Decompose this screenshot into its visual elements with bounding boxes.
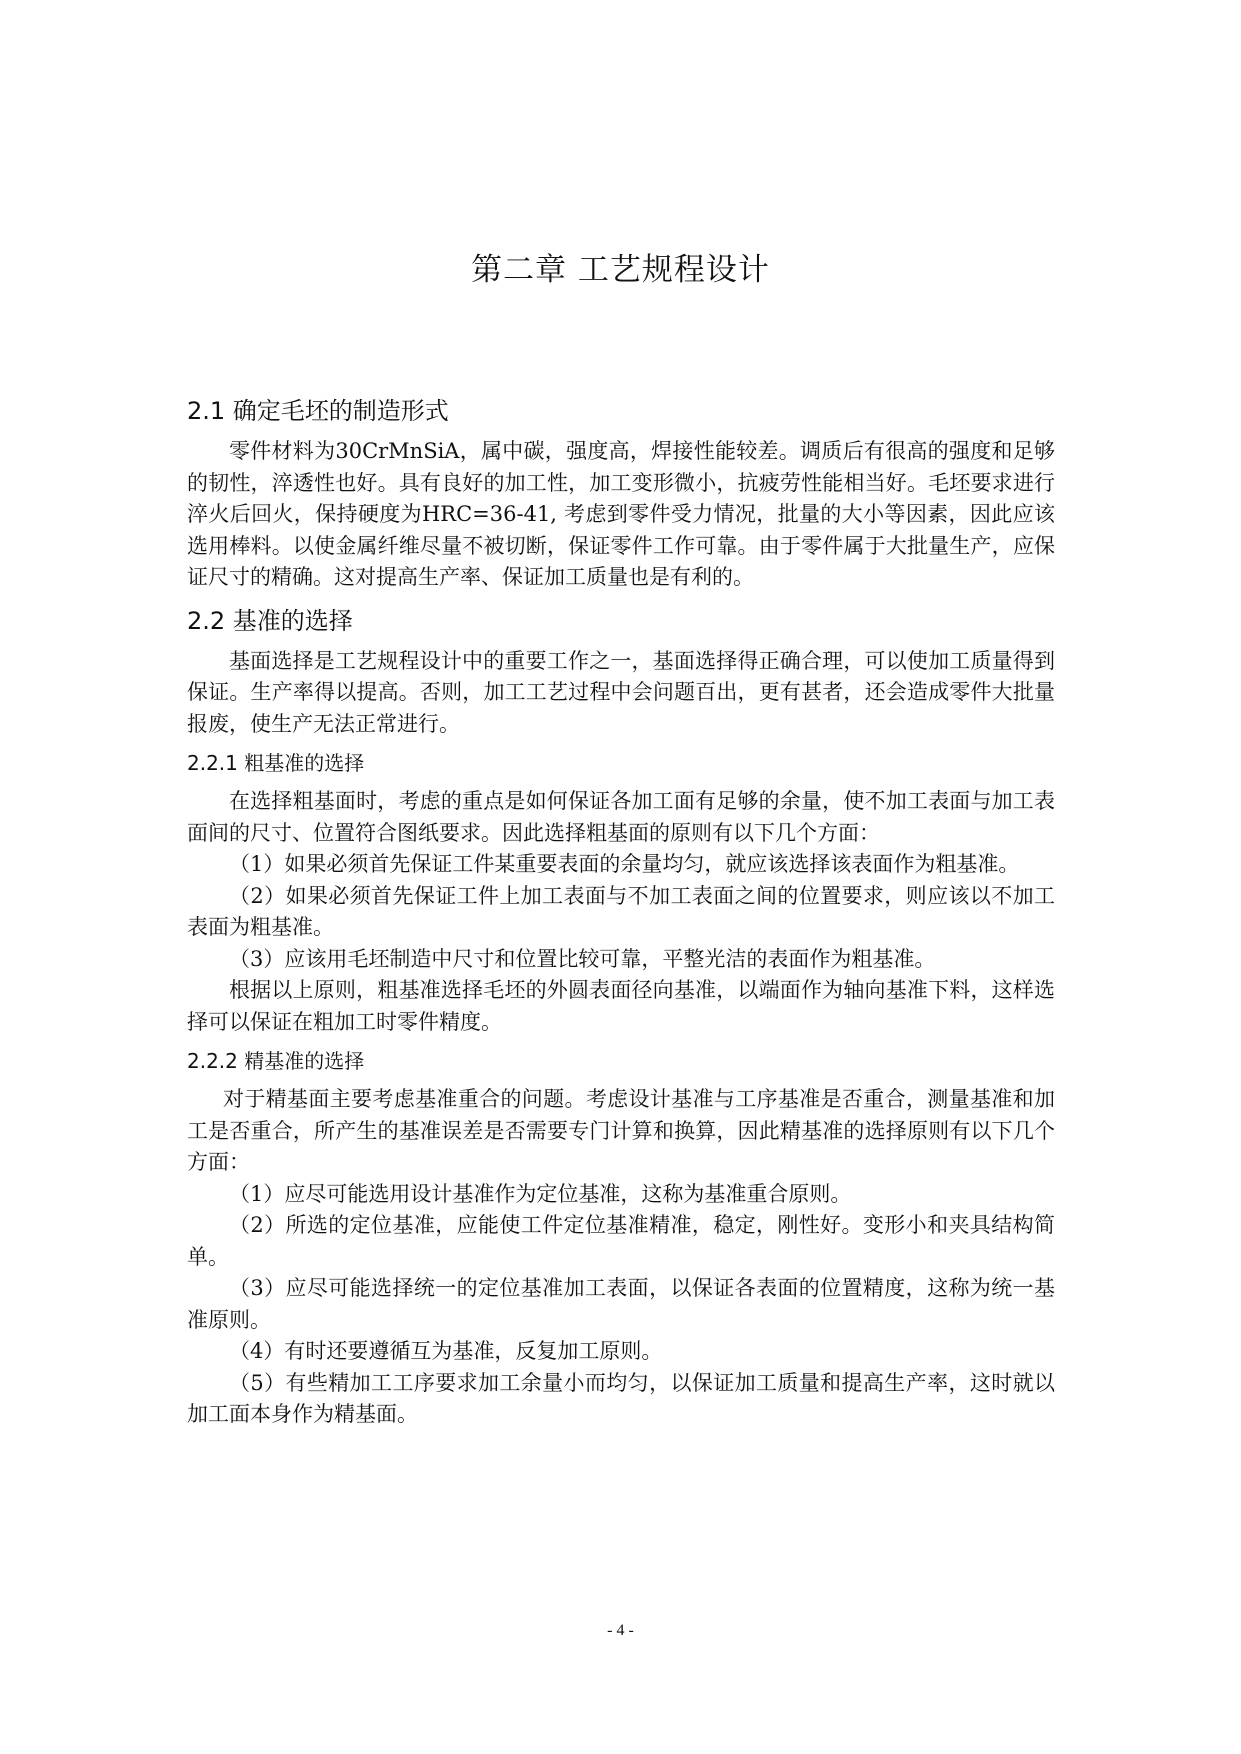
page-content	[187, 393, 1055, 1431]
list-item: （1）应尽可能选用设计基准作为定位基准，这称为基准重合原则。	[229, 1181, 852, 1206]
section-heading: 2.1 确定毛坯的制造形式	[187, 397, 449, 425]
paragraph: 零件材料为30CrMnSiA，属中碳，强度高，焊接性能较差。调质后有很高的强度和足够的韧性，淬透性也好。具有良好的加工性，加工变形微小，抗疲劳性能相当好。毛坯要求进行淬火后回火，保持硬度为HRC=36-41, 考虑到零件受力情况，批量的大小等因素，因此应该选用棒料。以使金属纤维尽量不被切断，保证零件工作可靠。由于零件属于大批量生产，应保证尺寸的精确。这对提高生产率、保证加工质量也是有利的。	[187, 439, 1055, 589]
paragraph: 在选择粗基面时，考虑的重点是如何保证各加工面有足够的余量，使不加工表面与加工表面间的尺寸、位置符合图纸要求。因此选择粗基面的原则有以下几个方面：	[187, 789, 1055, 845]
chapter-title: 第二章 工艺规程设计	[471, 252, 770, 288]
list-item: （1）如果必须首先保证工件某重要表面的余量均匀，就应该选择该表面作为粗基准。	[229, 852, 1020, 876]
section-2-2-1	[187, 747, 1055, 1038]
list-item: （4）有时还要遵循互为基准，反复加工原则。	[229, 1339, 663, 1363]
paragraph: 对于精基面主要考虑基准重合的问题。考虑设计基准与工序基准是否重合，测量基准和加工是否重合，所产生的基准误差是否需要专门计算和换算，因此精基准的选择原则有以下几个方面：	[187, 1087, 1055, 1174]
section-2-2	[187, 603, 1055, 741]
list-item: （5）有些精加工工序要求加工余量小而均匀，以保证加工质量和提高生产率，这时就以加工面本身作为精基面。	[187, 1370, 1055, 1426]
subsection-heading: 2.2.2 精基准的选择	[187, 1049, 365, 1073]
list-item: （3）应尽可能选择统一的定位基准加工表面，以保证各表面的位置精度，这称为统一基准原则。	[187, 1276, 1055, 1332]
section-2-2-2	[187, 1045, 1055, 1431]
section-heading: 2.2 基准的选择	[187, 606, 353, 635]
list-item: （2）所选的定位基准，应能使工件定位基准精准，稳定，刚性好。变形小和夹具结构简单。	[187, 1213, 1055, 1269]
list-item: （2）如果必须首先保证工件上加工表面与不加工表面之间的位置要求，则应该以不加工表面为粗基准。	[187, 883, 1055, 939]
section-2-1	[187, 393, 1055, 594]
paragraph: 根据以上原则，粗基准选择毛坯的外圆表面径向基准，以端面作为轴向基准下料，这样选择可以保证在粗加工时零件精度。	[187, 978, 1055, 1034]
list-item: （3）应该用毛坯制造中尺寸和位置比较可靠，平整光洁的表面作为粗基准。	[229, 946, 936, 971]
subsection-heading: 2.2.1 粗基准的选择	[187, 751, 365, 775]
page-number: - 4 -	[607, 1622, 634, 1639]
paragraph: 基面选择是工艺规程设计中的重要工作之一，基面选择得正确合理，可以使加工质量得到保证。生产率得以提高。否则，加工工艺过程中会问题百出，更有甚者，还会造成零件大批量报废，使生产无法正常进行。	[187, 648, 1055, 736]
